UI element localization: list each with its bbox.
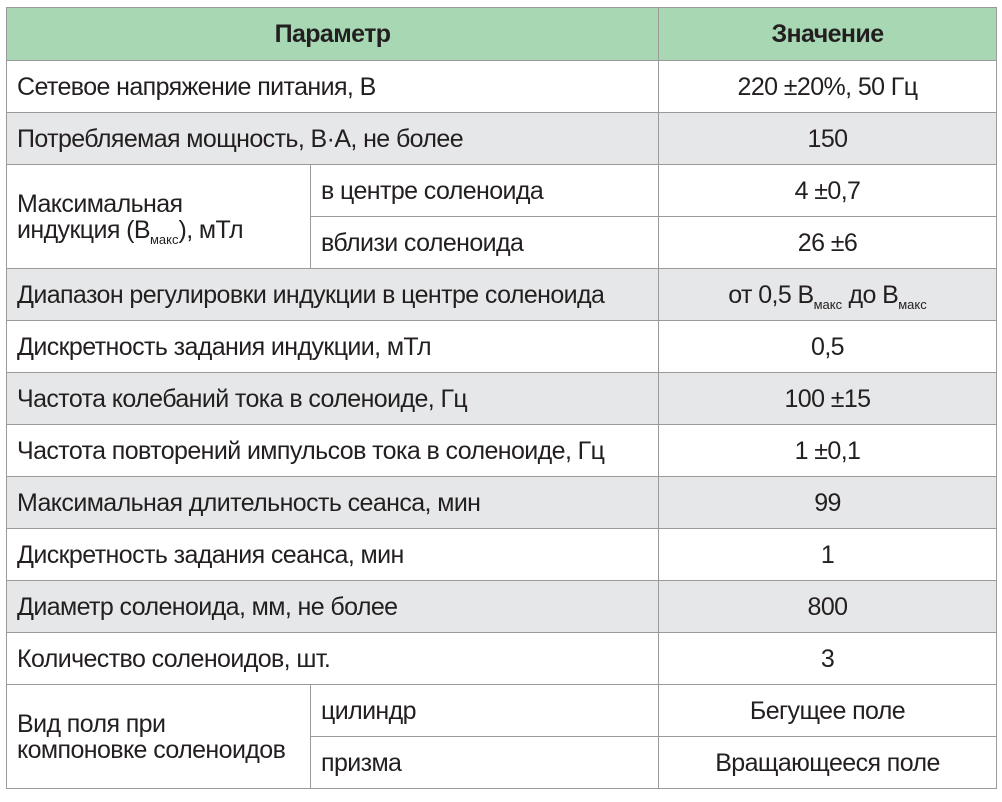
row-param: Сетевое напряжение питания, В xyxy=(7,61,659,113)
row-subparam: призма xyxy=(311,737,659,789)
row-value: Вращающееся поле xyxy=(659,737,997,789)
row-value: 4 ±0,7 xyxy=(659,165,997,217)
row-subparam: цилиндр xyxy=(311,685,659,737)
induction-label-line2-post: ), мТл xyxy=(178,215,244,244)
table-row xyxy=(7,529,997,581)
row-value: Бегущее поле xyxy=(659,685,997,737)
row-value: 0,5 xyxy=(659,321,997,373)
row-subparam: в центре соленоида xyxy=(311,165,659,217)
row-value: 1 xyxy=(659,529,997,581)
induction-group-label xyxy=(7,165,311,269)
row-param: Диапазон регулировки индукции в центре соленоида xyxy=(7,269,659,321)
row-param: Диаметр соленоида, мм, не более xyxy=(7,581,659,633)
range-value-sub1: макс xyxy=(813,296,843,312)
row-param: Потребляемая мощность, В·А, не более xyxy=(7,113,659,165)
table-row xyxy=(7,477,997,529)
induction-label-sub: макс xyxy=(149,231,179,247)
table-header-row xyxy=(7,8,997,61)
row-param: Частота повторений импульсов тока в соленоиде, Гц xyxy=(7,425,659,477)
row-param: Дискретность задания индукции, мТл xyxy=(7,321,659,373)
row-value xyxy=(659,269,997,321)
row-value: 100 ±15 xyxy=(659,373,997,425)
row-value: 26 ±6 xyxy=(659,217,997,269)
row-value: 220 ±20%, 50 Гц xyxy=(659,61,997,113)
range-value-sub2: макс xyxy=(898,296,927,312)
field-type-label-line1: Вид поля при xyxy=(17,709,166,738)
row-value: 800 xyxy=(659,581,997,633)
row-value: 3 xyxy=(659,633,997,685)
induction-label-line1: Максимальная xyxy=(17,189,183,218)
row-param: Частота колебаний тока в соленоиде, Гц xyxy=(7,373,659,425)
table-row xyxy=(7,165,997,217)
table-row xyxy=(7,321,997,373)
field-type-label-line2: компоновке соленоидов xyxy=(17,735,286,764)
table-row xyxy=(7,685,997,737)
row-value: 1 ±0,1 xyxy=(659,425,997,477)
row-param: Максимальная длительность сеанса, мин xyxy=(7,477,659,529)
table-row xyxy=(7,581,997,633)
table-row xyxy=(7,269,997,321)
table-row xyxy=(7,61,997,113)
field-type-group-label xyxy=(7,685,311,789)
range-value-mid: до B xyxy=(842,280,899,309)
table-row xyxy=(7,425,997,477)
header-value: Значение xyxy=(659,8,997,61)
range-value-pre: от 0,5 B xyxy=(728,280,814,309)
row-param: Количество соленоидов, шт. xyxy=(7,633,659,685)
specifications-table xyxy=(6,7,997,789)
row-value: 99 xyxy=(659,477,997,529)
table-row xyxy=(7,633,997,685)
row-param: Дискретность задания сеанса, мин xyxy=(7,529,659,581)
induction-label-line2-pre: индукция (B xyxy=(17,215,150,244)
table-row xyxy=(7,113,997,165)
header-parameter: Параметр xyxy=(7,8,659,61)
row-subparam: вблизи соленоида xyxy=(311,217,659,269)
table-row xyxy=(7,373,997,425)
row-value: 150 xyxy=(659,113,997,165)
